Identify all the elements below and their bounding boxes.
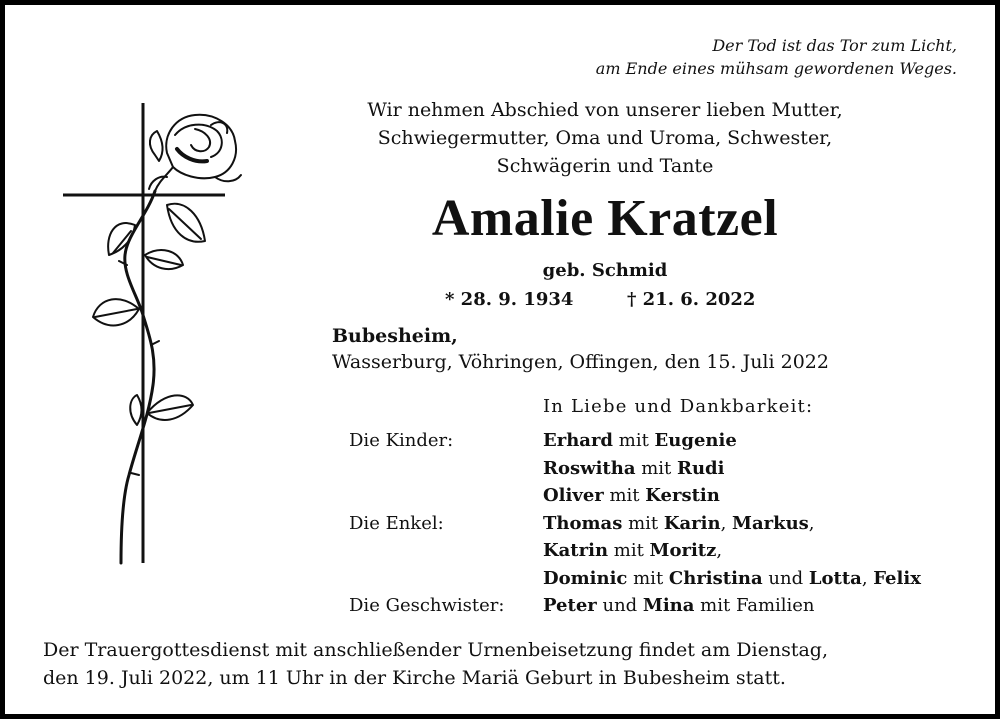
closing-phrase: In Liebe und Dankbarkeit: <box>543 396 814 417</box>
rose-icon <box>93 115 241 563</box>
connector-text: und <box>762 567 809 589</box>
place-primary: Bubesheim, <box>332 325 458 347</box>
mourner-line <box>543 483 720 509</box>
intro-line: Schwiegermutter, Oma und Uroma, Schwester, <box>377 127 833 149</box>
connector-text: mit <box>613 430 655 451</box>
connector-text: mit <box>635 457 678 479</box>
mourner-line <box>543 511 815 537</box>
connector-text: , <box>716 540 723 561</box>
mourner-line <box>543 538 722 564</box>
connector-text: , <box>720 512 733 534</box>
mourner-name: Oliver <box>543 485 604 506</box>
connector-text: mit <box>608 540 650 561</box>
death-date: † 21. 6. 2022 <box>627 289 756 310</box>
intro-line: Wir nehmen Abschied von unserer lieben Mutter, <box>367 99 843 121</box>
cross-and-rose-icon <box>55 95 255 570</box>
mourner-group-label: Die Enkel: <box>349 512 444 534</box>
service-line: Der Trauergottesdienst mit anschließender Urnenbeisetzung findet am Dienstag, <box>43 639 829 661</box>
mourner-group-label: Die Kinder: <box>349 430 454 451</box>
quote-line: Der Tod ist das Tor zum Licht, <box>712 36 957 55</box>
mourner-name: Markus <box>732 512 809 534</box>
connector-text: und <box>596 595 643 616</box>
mourner-line <box>543 456 725 482</box>
connector-text: mit <box>622 512 664 534</box>
place-date-line: Wasserburg, Vöhringen, Offingen, den 15. Juli 2022 <box>332 351 829 373</box>
birth-date: * 28. 9. 1934 <box>445 289 574 310</box>
cross-icon <box>63 103 225 563</box>
mourner-name: Peter <box>543 595 597 616</box>
maiden-name: geb. Schmid <box>542 260 668 281</box>
intro-line: Schwägerin und Tante <box>496 155 714 177</box>
connector-text: , <box>861 567 874 589</box>
mourner-name: Christina <box>668 567 763 589</box>
connector-text: , <box>808 512 815 534</box>
mourner-line <box>543 428 737 454</box>
connector-text: mit <box>627 567 669 589</box>
service-line: den 19. Juli 2022, um 11 Uhr in der Kirche Mariä Geburt in Bubesheim statt. <box>43 667 786 689</box>
quote-line: am Ende eines mühsam gewordenen Weges. <box>595 59 957 78</box>
mourner-name: Moritz <box>649 540 717 561</box>
mourner-name: Dominic <box>543 567 628 589</box>
connector-text: mit <box>603 485 646 506</box>
mourner-name: Mina <box>642 595 695 616</box>
mourner-name: Erhard <box>543 430 614 451</box>
mourner-line <box>543 593 815 619</box>
mourner-name: Roswitha <box>543 457 636 479</box>
mourner-name: Lotta <box>808 567 862 589</box>
deceased-name: Amalie Kratzel <box>431 190 779 247</box>
mourner-group-label: Die Geschwister: <box>349 595 505 616</box>
mourner-name: Thomas <box>543 512 623 534</box>
mourner-name: Katrin <box>543 540 609 561</box>
mourner-name: Eugenie <box>654 430 737 451</box>
mourner-line <box>543 566 921 592</box>
connector-text: mit Familien <box>694 595 815 616</box>
mourner-name: Rudi <box>677 457 725 479</box>
mourner-name: Kerstin <box>645 485 720 506</box>
place-line-primary <box>332 323 458 349</box>
mourner-name: Karin <box>663 512 721 534</box>
mourner-name: Felix <box>873 567 921 589</box>
